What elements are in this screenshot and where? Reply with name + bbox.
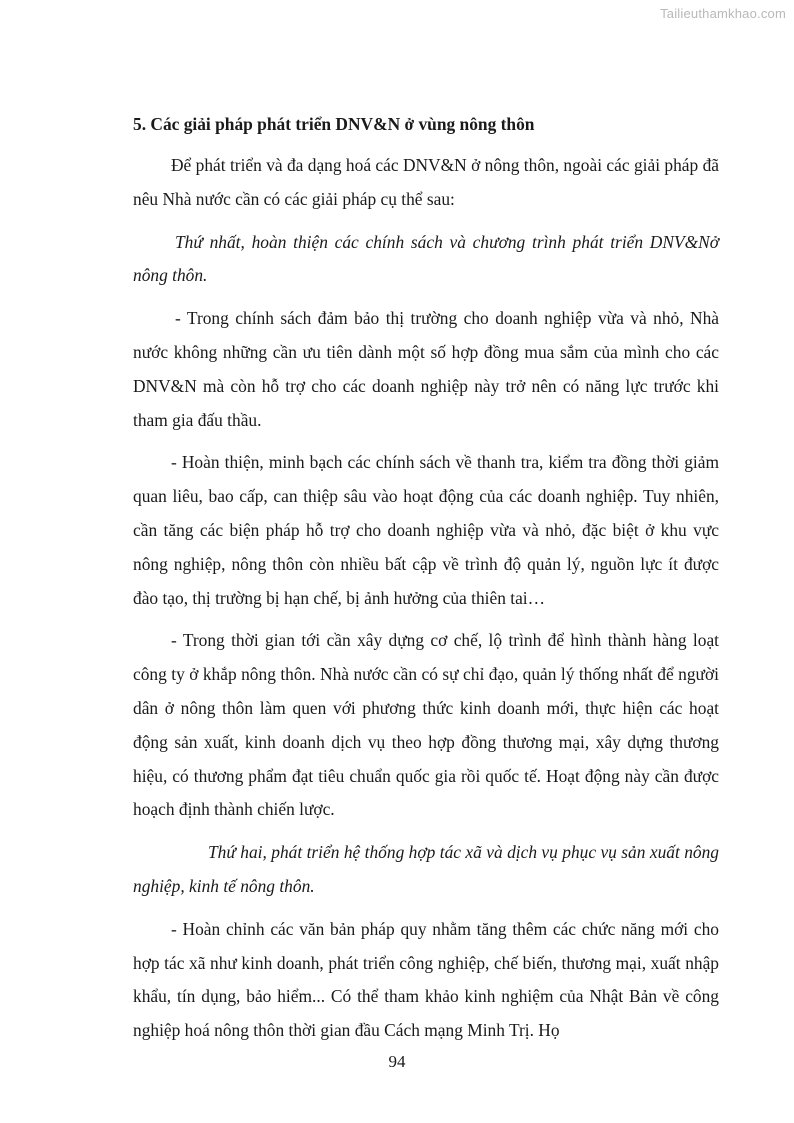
paragraph-first-solution: Thứ nhất, hoàn thiện các chính sách và chương trình phát triển DNV&Nở nông thôn. (133, 231, 719, 286)
paragraph-second-solution: Thứ hai, phát triển hệ thống hợp tác xã và dịch vụ phục vụ sản xuất nông nghiệp, kinh tế nông thôn. (133, 842, 719, 896)
paragraph-company-roadmap: - Trong thời gian tới cần xây dựng cơ chế, lộ trình để hình thành hàng loạt công ty ở khắp nông thôn. Nhà nước cần có sự chỉ đạo, quản lý thống nhất để người dân ở nông thôn làm quen với phương thức kinh doanh mới, thực hiện các hoạt động sản xuất, kinh doanh dịch vụ theo hợp đồng thương mại, xây dựng thương hiệu, có thương phẩm đạt tiêu chuẩn quốc gia rồi quốc tế. Hoạt động này cần được hoạch định thành chiến lược. (133, 630, 719, 820)
section-heading: 5. Các giải pháp phát triển DNV&N ở vùng nông thôn (133, 114, 535, 134)
page-number: 94 (388, 1052, 406, 1071)
paragraph-intro: Để phát triển và đa dạng hoá các DNV&N ở nông thôn, ngoài các giải pháp đã nêu Nhà nước cần có các giải pháp cụ thể sau: (133, 155, 719, 209)
paragraph-inspection-policy: - Hoàn thiện, minh bạch các chính sách về thanh tra, kiểm tra đồng thời giảm quan liêu, bao cấp, can thiệp sâu vào hoạt động của các doanh nghiệp. Tuy nhiên, cần tăng các biện pháp hỗ trợ cho doanh nghiệp vừa và nhỏ, đặc biệt ở khu vực nông nghiệp, nông thôn còn nhiều bất cập về trình độ quản lý, nguồn lực ít được đào tạo, thị trường bị hạn chế, bị ảnh hưởng của thiên tai… (133, 452, 719, 608)
paragraph-market-policy: - Trong chính sách đảm bảo thị trường cho doanh nghiệp vừa và nhỏ, Nhà nước không những cần ưu tiên dành một số hợp đồng mua sắm của mình cho các DNV&N mà còn hỗ trợ cho các doanh nghiệp này trở nên có năng lực trước khi tham gia đấu thầu. (133, 308, 719, 430)
watermark: Tailieuthamkhao.com (660, 6, 786, 21)
paragraph-cooperative-regulations: - Hoàn chỉnh các văn bản pháp quy nhằm tăng thêm các chức năng mới cho hợp tác xã như kinh doanh, phát triển công nghiệp, chế biến, thương mại, xuất nhập khẩu, tín dụng, bảo hiểm... Có thể tham khảo kinh nghiệm của Nhật Bản về công nghiệp hoá nông thôn thời gian đầu Cách mạng Minh Trị. Họ (133, 918, 719, 1041)
document-body (133, 108, 719, 1057)
